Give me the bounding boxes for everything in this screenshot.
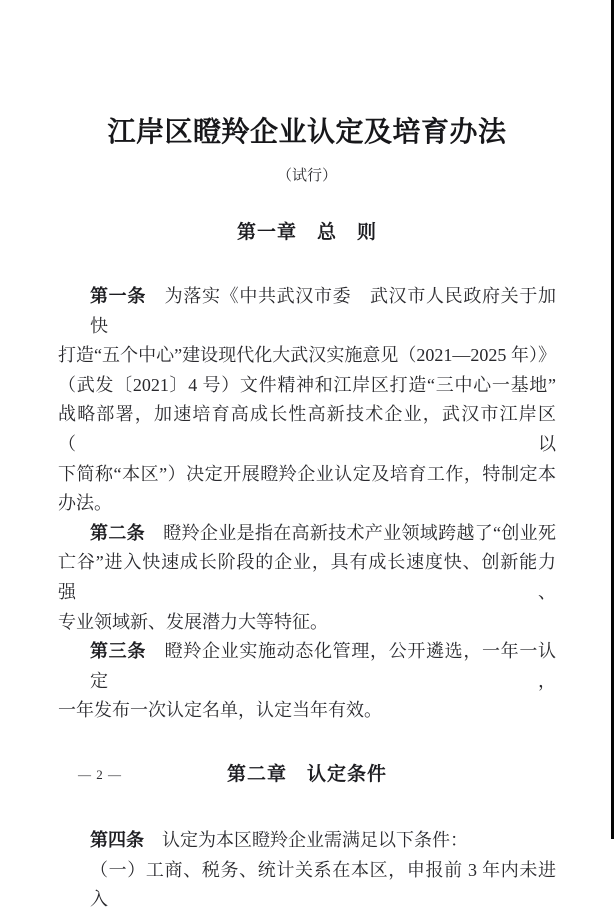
chapter-2-heading: 第二章 认定条件 xyxy=(226,763,387,785)
page-number: — 2 — xyxy=(78,767,122,782)
text-line xyxy=(58,519,556,549)
article-4-item-1: （一）工商、税务、统计关系在本区，申报前 3 年内未进入 xyxy=(90,859,556,910)
article-4-line-1: 认定为本区瞪羚企业需满足以下条件： xyxy=(144,829,468,850)
article-3-label: 第三条 xyxy=(90,641,146,662)
article-1-line-3: （武发〔2021〕4 号）文件精神和江岸区打造“三中心一基地” xyxy=(58,374,556,395)
article-1 xyxy=(58,282,556,519)
article-1-line-2: 打造“五个中心”建设现代化大武汉实施意见（2021—2025 年）》 xyxy=(58,345,556,366)
article-3-line-1: 瞪羚企业实施动态化管理，公开遴选，一年一认定， xyxy=(90,641,556,691)
article-1-line-1: 为落实《中共武汉市委 武汉市人民政府关于加快 xyxy=(90,286,556,336)
article-1-line-5: 下简称“本区”）决定开展瞪羚企业认定及培育工作，特制定本 xyxy=(58,463,556,484)
article-2-line-2: 亡谷”进入快速成长阶段的企业，具有成长速度快、创新能力强、 xyxy=(58,552,556,602)
text-line xyxy=(58,826,556,856)
document-subtitle: （试行） xyxy=(276,168,337,184)
text-line xyxy=(58,637,556,696)
article-2-label: 第二条 xyxy=(90,522,145,543)
document-title: 江岸区瞪羚企业认定及培育办法 xyxy=(107,117,507,148)
article-3-line-2: 一年发布一次认定名单，认定当年有效。 xyxy=(58,700,382,721)
article-3 xyxy=(58,637,556,726)
text-line xyxy=(58,282,556,341)
article-1-label: 第一条 xyxy=(90,286,146,306)
article-1-line-6: 办法。 xyxy=(58,493,112,514)
chapter-1-heading: 第一章 总 则 xyxy=(236,222,377,243)
document-content xyxy=(58,0,556,915)
article-2 xyxy=(58,519,556,637)
document-body xyxy=(58,282,556,726)
article-2-line-3: 专业领域新、发展潜力大等特征。 xyxy=(58,611,328,632)
article-4-label: 第四条 xyxy=(90,829,144,850)
article-1-line-4: 战略部署，加速培育高成长性高新技术企业，武汉市江岸区（以 xyxy=(58,404,556,454)
scan-edge-line xyxy=(611,0,614,839)
article-2-line-1: 瞪羚企业是指在高新技术产业领域跨越了“创业死 xyxy=(144,522,556,543)
article-4 xyxy=(58,826,556,915)
